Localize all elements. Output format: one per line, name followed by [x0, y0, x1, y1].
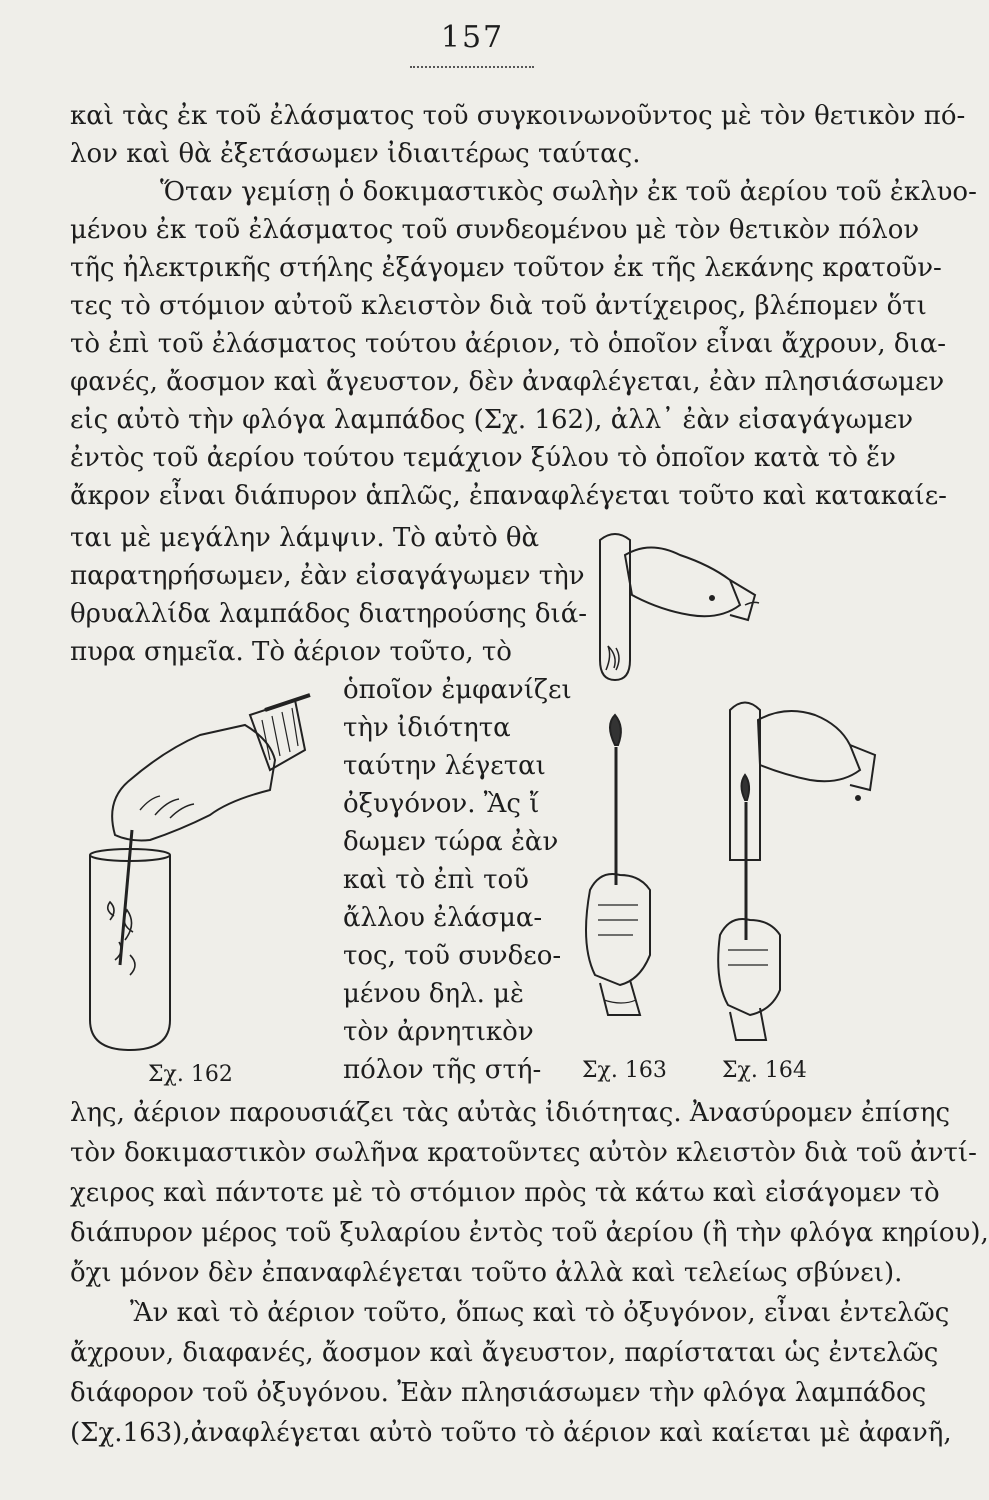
text-line: διάφορον τοῦ ὀξυγόνου. Ἐὰν πλησιάσωμεν τὴν φλόγα λαμπάδος: [70, 1378, 927, 1408]
text-line: (Σχ.163),ἀναφλέγεται αὐτὸ τοῦτο τὸ ἀέριον καὶ καίεται μὲ ἀφανῆ,: [70, 1418, 952, 1448]
figure-164: [700, 690, 895, 1055]
text-line: διάπυρον μέρος τοῦ ξυλαρίου ἐντὸς τοῦ ἀερίου (ἢ τὴν φλόγα κηρίου),: [70, 1218, 989, 1248]
text-line: λης, ἀέριον παρουσιάζει τὰς αὐτὰς ἰδιότητας. Ἀνασύρομεν ἐπίσης: [70, 1098, 951, 1128]
text-line: τὸν δοκιμαστικὸν σωλῆνα κρατοῦντες αὐτὸν κλειστὸν διὰ τοῦ ἀντί-: [70, 1138, 977, 1168]
caption-fig-163: Σχ. 163: [582, 1058, 667, 1083]
text-line: καὶ τὰς ἐκ τοῦ ἐλάσματος τοῦ συγκοινωνοῦντος μὲ τὸν θετικὸν πό-: [70, 101, 966, 131]
text-line: ὁποῖον ἐμφανίζει: [343, 675, 572, 705]
text-line: εἰς αὐτὸ τὴν φλόγα λαμπάδος (Σχ. 162), ἀλλ᾽ ἐὰν εἰσαγάγωμεν: [70, 405, 914, 435]
page-number-rule: [410, 66, 534, 68]
text-line: τῆς ἠλεκτρικῆς στήλης ἐξάγομεν τοῦτον ἐκ τῆς λεκάνης κρατοῦν-: [70, 253, 942, 283]
text-line: τες τὸ στόμιον αὐτοῦ κλειστὸν διὰ τοῦ ἀντίχειρος, βλέπομεν ὅτι: [70, 291, 927, 321]
text-line: καὶ τὸ ἐπὶ τοῦ: [343, 865, 529, 895]
figure-162: [70, 690, 335, 1060]
text-line: τος, τοῦ συνδεο-: [343, 941, 562, 971]
text-line: χειρος καὶ πάντοτε μὲ τὸ στόμιον πρὸς τὰ κάτω καὶ εἰσάγομεν τὸ: [70, 1178, 940, 1208]
figure-163-illustration: [560, 715, 710, 1055]
text-line: πυρα σημεῖα. Τὸ ἀέριον τοῦτο, τὸ: [70, 637, 512, 667]
text-line: ἄλλου ἐλάσμα-: [343, 903, 543, 933]
figure-162-illustration: [70, 690, 335, 1060]
figure-163-top-illustration: [570, 520, 770, 690]
text-line: ἄκρον εἶναι διάπυρον ἁπλῶς, ἐπαναφλέγεται τοῦτο καὶ κατακαίε-: [70, 481, 947, 511]
figure-163: [560, 715, 710, 1055]
text-line: ἄχρουν, διαφανές, ἄοσμον καὶ ἄγευστον, παρίσταται ὡς ἐντελῶς: [70, 1338, 939, 1368]
text-line: δωμεν τώρα ἐὰν: [343, 827, 559, 857]
figure-164-illustration: [700, 690, 895, 1055]
text-line: μένου δηλ. μὲ: [343, 979, 524, 1009]
text-line: θρυαλλίδα λαμπάδος διατηρούσης διά-: [70, 599, 588, 629]
text-line: τὸν ἀρνητικὸν: [343, 1017, 534, 1047]
text-line: Ἂν καὶ τὸ ἀέριον τοῦτο, ὅπως καὶ τὸ ὀξυγόνον, εἶναι ἐντελῶς: [130, 1298, 950, 1328]
text-line: ται μὲ μεγάλην λάμψιν. Τὸ αὐτὸ θὰ: [70, 523, 540, 553]
text-line: ὀξυγόνον. Ἂς ἴ: [343, 789, 540, 819]
text-line: τὸ ἐπὶ τοῦ ἐλάσματος τούτου ἀέριον, τὸ ὁποῖον εἶναι ἄχρουν, δια-: [70, 329, 947, 359]
text-line: μένου ἐκ τοῦ ἐλάσματος τοῦ συνδεομένου μὲ τὸν θετικὸν πόλον: [70, 215, 920, 245]
text-line: φανές, ἄοσμον καὶ ἄγευστον, δὲν ἀναφλέγεται, ἐὰν πλησιάσωμεν: [70, 367, 945, 397]
text-line: Ὅταν γεμίσῃ ὁ δοκιμαστικὸς σωλὴν ἐκ τοῦ ἀερίου τοῦ ἐκλυο-: [160, 177, 977, 207]
text-line: παρατηρήσωμεν, ἐὰν εἰσαγάγωμεν τὴν: [70, 561, 585, 591]
text-line: ἐντὸς τοῦ ἀερίου τούτου τεμάχιον ξύλου τὸ ὁποῖον κατὰ τὸ ἕν: [70, 443, 896, 473]
text-line: ὄχι μόνον δὲν ἐπαναφλέγεται τοῦτο ἀλλὰ καὶ τελείως σβύνει).: [70, 1258, 903, 1288]
caption-fig-162: Σχ. 162: [148, 1062, 233, 1087]
figure-163-tube-holder: [570, 520, 770, 690]
text-line: τὴν ἰδιότητα: [343, 713, 511, 743]
caption-fig-164: Σχ. 164: [722, 1058, 807, 1083]
text-line: πόλον τῆς στή-: [343, 1055, 542, 1085]
text-line: ταύτην λέγεται: [343, 751, 546, 781]
text-line: λον καὶ θὰ ἐξετάσωμεν ἰδιαιτέρως ταύτας.: [70, 139, 641, 169]
page-number: 157: [440, 20, 505, 55]
